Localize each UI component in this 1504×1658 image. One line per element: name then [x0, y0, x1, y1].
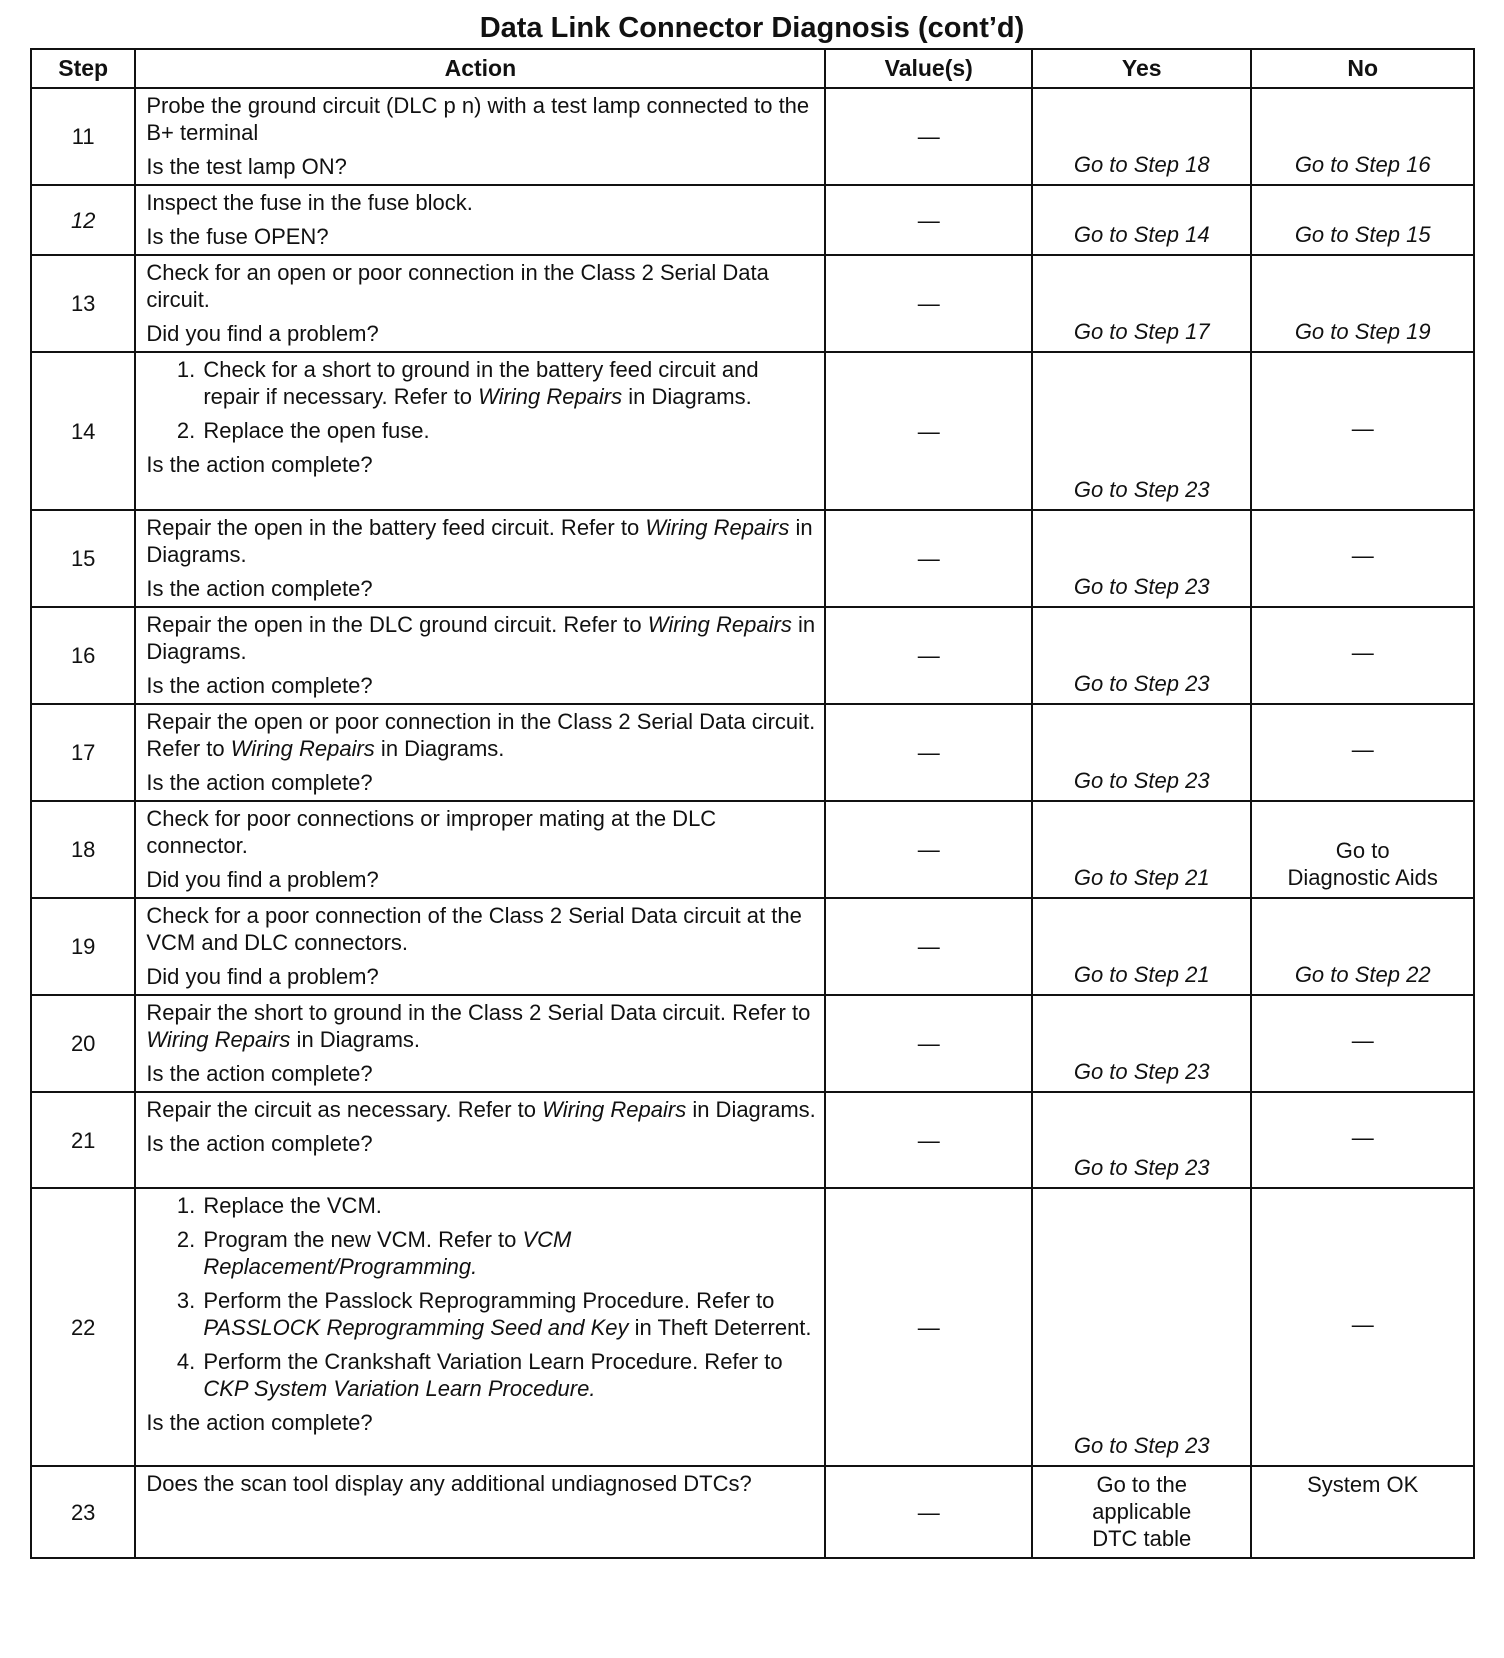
reference-link: VCM Replacement/Programming. — [203, 1227, 572, 1279]
action-text: Inspect the fuse in the fuse block. — [146, 190, 473, 215]
action-text: Check for an open or poor connection in the Class 2 Serial Data circuit. — [146, 260, 769, 312]
yes-line: Go to the — [1096, 1472, 1187, 1497]
list-item: 1. Check for a short to ground in the battery feed circuit and repair if necessary. Refer to Wiring Repairs in Diagrams. — [201, 356, 816, 410]
action-question: Is the action complete? — [146, 1131, 373, 1156]
list-item: 1. Replace the VCM. — [201, 1192, 816, 1219]
value-cell: — — [825, 88, 1032, 185]
value-cell: — — [825, 352, 1032, 510]
action-cell — [135, 898, 825, 995]
action-text: Repair the open in the battery feed circuit. Refer to Wiring Repairs in Diagrams. — [146, 515, 813, 567]
table-row — [31, 352, 1474, 510]
no-cell: — — [1251, 1188, 1474, 1466]
step-number — [31, 185, 135, 255]
action-question: Is the action complete? — [146, 452, 373, 477]
yes-cell: Go to Step 17 — [1032, 255, 1251, 352]
table-row — [31, 185, 1474, 255]
action-question: Is the fuse OPEN? — [146, 224, 329, 249]
reference-link: Wiring Repairs — [146, 1027, 291, 1052]
action-cell — [135, 1466, 825, 1558]
table-row — [31, 1092, 1474, 1188]
step-number: 19 — [31, 898, 135, 995]
no-cell: — — [1251, 995, 1474, 1092]
action-question: Is the action complete? — [146, 576, 373, 601]
value-cell: — — [825, 1188, 1032, 1466]
action-text: Repair the open or poor connection in the Class 2 Serial Data circuit. Refer to Wiring Repairs in Diagrams. — [146, 709, 816, 761]
reference-link: CKP System Variation Learn Procedure. — [203, 1376, 596, 1401]
no-cell: Go to Step 22 — [1251, 898, 1474, 995]
table-row — [31, 1466, 1474, 1558]
yes-cell: Go to Step 23 — [1032, 704, 1251, 801]
action-cell — [135, 88, 825, 185]
step-number: 17 — [31, 704, 135, 801]
action-text: Does the scan tool display any additional undiagnosed DTCs? — [146, 1471, 752, 1496]
table-row — [31, 510, 1474, 607]
yes-cell: Go to Step 21 — [1032, 898, 1251, 995]
no-cell: Go to Step 16 — [1251, 88, 1474, 185]
reference-link: Wiring Repairs — [645, 515, 790, 540]
value-cell: — — [825, 255, 1032, 352]
table-row — [31, 898, 1474, 995]
table-row — [31, 255, 1474, 352]
value-cell: — — [825, 510, 1032, 607]
list-item: 4. Perform the Crankshaft Variation Learn Procedure. Refer to CKP System Variation Learn Procedure. — [201, 1348, 816, 1402]
list-item: 3. Perform the Passlock Reprogramming Procedure. Refer to PASSLOCK Reprogramming Seed and Key in Theft Deterrent. — [201, 1287, 816, 1341]
yes-cell: Go to Step 23 — [1032, 995, 1251, 1092]
value-cell: — — [825, 607, 1032, 704]
table-row — [31, 995, 1474, 1092]
action-text: Repair the open in the DLC ground circuit. Refer to Wiring Repairs in Diagrams. — [146, 612, 816, 664]
step-number: 20 — [31, 995, 135, 1092]
table-row — [31, 704, 1474, 801]
step-number: 18 — [31, 801, 135, 898]
no-cell: — — [1251, 510, 1474, 607]
action-steps-list — [146, 356, 816, 444]
table-header-row — [31, 49, 1474, 88]
header-step: Step — [31, 49, 135, 88]
action-question: Is the action complete? — [146, 1410, 373, 1435]
step-number: 11 — [31, 88, 135, 185]
step-number: 21 — [31, 1092, 135, 1188]
action-cell — [135, 1188, 825, 1466]
no-cell: — — [1251, 352, 1474, 510]
diagnostic-aids-link: Diagnostic Aids — [1287, 865, 1438, 890]
value-cell: — — [825, 185, 1032, 255]
diagnosis-table — [30, 48, 1475, 1559]
step-number: 22 — [31, 1188, 135, 1466]
action-text: Repair the short to ground in the Class 2 Serial Data circuit. Refer to Wiring Repairs in Diagrams. — [146, 1000, 811, 1052]
header-action: Action — [135, 49, 825, 88]
action-question: Did you find a problem? — [146, 964, 379, 989]
value-cell: — — [825, 898, 1032, 995]
step-number: 15 — [31, 510, 135, 607]
yes-cell: Go to Step 23 — [1032, 352, 1251, 510]
action-cell — [135, 255, 825, 352]
no-cell: — — [1251, 704, 1474, 801]
no-cell: — — [1251, 1092, 1474, 1188]
reference-link: PASSLOCK Reprogramming Seed and Key — [203, 1315, 629, 1340]
no-cell: — — [1251, 607, 1474, 704]
table-row — [31, 88, 1474, 185]
yes-cell: Go to Step 14 — [1032, 185, 1251, 255]
value-cell: — — [825, 1092, 1032, 1188]
action-cell — [135, 607, 825, 704]
yes-line: DTC table — [1092, 1526, 1192, 1551]
no-cell: System OK — [1251, 1466, 1474, 1558]
yes-cell: Go to Step 21 — [1032, 801, 1251, 898]
yes-cell: Go to Step 23 — [1032, 1092, 1251, 1188]
action-cell — [135, 1092, 825, 1188]
header-values: Value(s) — [825, 49, 1032, 88]
action-question: Is the action complete? — [146, 770, 373, 795]
reference-link: Wiring Repairs — [647, 612, 792, 637]
header-no: No — [1251, 49, 1474, 88]
table-row — [31, 607, 1474, 704]
action-text: Check for a poor connection of the Class 2 Serial Data circuit at the VCM and DLC connectors. — [146, 903, 802, 955]
action-cell — [135, 704, 825, 801]
value-cell: — — [825, 704, 1032, 801]
page-title: Data Link Connector Diagnosis (cont’d) — [479, 12, 1025, 44]
yes-cell: Go to Step 23 — [1032, 607, 1251, 704]
step-number: 23 — [31, 1466, 135, 1558]
action-question: Did you find a problem? — [146, 321, 379, 346]
step-number: 14 — [31, 352, 135, 510]
yes-cell: Go to Step 18 — [1032, 88, 1251, 185]
action-cell — [135, 995, 825, 1092]
reference-link: Wiring Repairs — [230, 736, 375, 761]
no-cell: Go to Step 19 — [1251, 255, 1474, 352]
reference-link: Wiring Repairs — [478, 384, 623, 409]
no-cell — [1251, 801, 1474, 898]
table-row — [31, 801, 1474, 898]
yes-cell — [1032, 1466, 1251, 1558]
action-question: Is the action complete? — [146, 1061, 373, 1086]
action-text: Repair the circuit as necessary. Refer to Wiring Repairs in Diagrams. — [146, 1097, 816, 1122]
list-item: 2. Replace the open fuse. — [201, 417, 816, 444]
value-cell: — — [825, 995, 1032, 1092]
action-question: Is the action complete? — [146, 673, 373, 698]
action-steps-list — [146, 1192, 816, 1402]
step-number-text: 12 — [70, 207, 96, 233]
action-cell — [135, 801, 825, 898]
header-yes: Yes — [1032, 49, 1251, 88]
list-item: 2. Program the new VCM. Refer to VCM Replacement/Programming. — [201, 1226, 816, 1280]
action-question: Did you find a problem? — [146, 867, 379, 892]
action-text: Check for poor connections or improper mating at the DLC connector. — [146, 806, 717, 858]
action-cell — [135, 510, 825, 607]
action-cell — [135, 352, 825, 510]
yes-cell: Go to Step 23 — [1032, 1188, 1251, 1466]
table-row — [31, 1188, 1474, 1466]
action-cell — [135, 185, 825, 255]
step-number: 16 — [31, 607, 135, 704]
reference-link: Wiring Repairs — [542, 1097, 687, 1122]
no-cell: Go to Step 15 — [1251, 185, 1474, 255]
yes-line: applicable — [1092, 1499, 1192, 1524]
action-text: Probe the ground circuit (DLC p n) with a test lamp connected to the B+ terminal — [146, 93, 810, 145]
no-line: Go to — [1335, 838, 1390, 863]
value-cell: — — [825, 801, 1032, 898]
action-question: Is the test lamp ON? — [146, 154, 347, 179]
step-number: 13 — [31, 255, 135, 352]
yes-cell: Go to Step 23 — [1032, 510, 1251, 607]
value-cell: — — [825, 1466, 1032, 1558]
